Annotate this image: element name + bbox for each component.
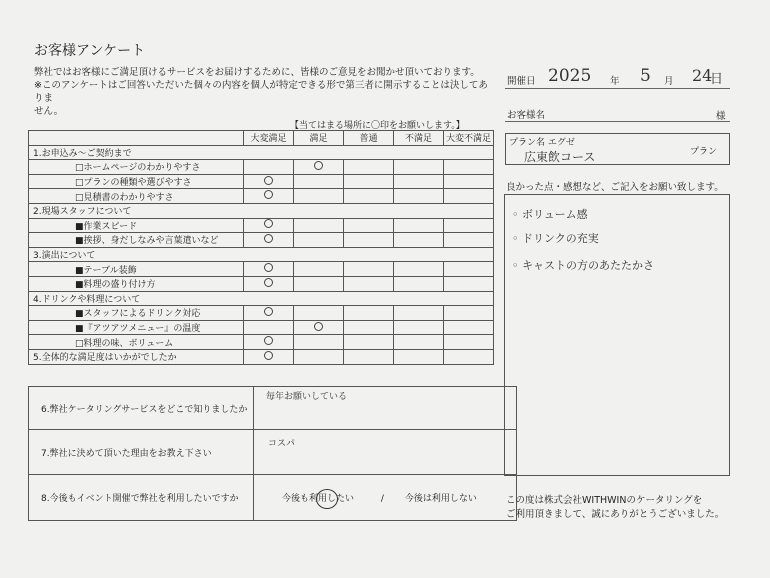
rating-cell[interactable] [444,233,494,248]
rating-cell[interactable] [244,320,294,335]
date-day[interactable]: 24 [692,66,713,85]
q6-row [29,387,517,430]
table-row [29,262,494,277]
rating-cell[interactable] [394,320,444,335]
section-header-row [29,291,494,306]
feedback-label: 良かった点・感想など、ご記入をお願い致します。 [506,182,724,193]
rating-cell[interactable] [394,349,444,364]
selected-mark [264,190,273,199]
item-label: ■『アツアツメニュー』の温度 [29,320,244,335]
section-header-row [29,247,494,262]
column-header: 普通 [344,131,394,146]
selected-mark [264,219,273,228]
feedback-line-text: ボリューム感 [522,208,588,221]
rating-cell[interactable] [244,174,294,189]
rating-cell[interactable] [244,233,294,248]
rating-cell[interactable] [294,276,344,291]
rating-cell[interactable] [294,262,344,277]
date-month[interactable]: 5 [640,66,651,86]
footer-line-2: ご利用頂きまして、誠にありがとうございました。 [506,509,725,520]
rating-cell[interactable] [344,218,394,233]
table-row [29,335,494,350]
q8-option-no[interactable]: 今後は利用しない [404,494,477,504]
item-label: ■作業スピード [29,218,244,233]
rating-cell[interactable] [294,189,344,204]
section-label: 2.現場スタッフについて [29,203,494,218]
date-year-unit: 年 [610,76,620,87]
footer-line-1: この度は株式会社WITHWINのケータリングを [506,495,703,506]
rating-cell[interactable] [444,160,494,175]
rating-cell[interactable] [344,335,394,350]
selected-mark [314,161,323,170]
rating-cell[interactable] [344,189,394,204]
table-header-row [29,131,494,146]
table-row [29,306,494,321]
rating-cell[interactable] [444,335,494,350]
feedback-line: ◦ ドリンクの充実 [512,232,599,245]
selected-mark [264,351,273,360]
rating-cell[interactable] [344,233,394,248]
rating-cell[interactable] [294,349,344,364]
q8-label: 8.今後もイベント開催で弊社を利用したいですか [29,475,254,521]
item-label: □見積書のわかりやすさ [29,189,244,204]
selected-mark [314,322,323,331]
plan-label-text: プラン名 [509,138,546,148]
plan-label [509,135,575,148]
section-header-row [29,145,494,160]
item-label: ■料理の盛り付け方 [29,276,244,291]
q6-answer[interactable]: 毎年お願いしている [254,387,517,430]
q8-options [254,475,517,521]
selected-mark [264,263,273,272]
plan-print-value: エグゼ [547,138,575,148]
rating-cell[interactable] [394,160,444,175]
selected-mark [264,336,273,345]
q7-label: 7.弊社に決めて頂いた理由をお教え下さい [29,430,254,475]
feedback-line: ◦ キャストの方のあたたかさ [512,259,654,272]
footer-text [506,494,724,522]
rating-cell[interactable] [444,218,494,233]
column-header: 大変満足 [244,131,294,146]
q8-row [29,475,517,521]
rating-cell[interactable] [244,276,294,291]
item-label: □プランの種類や選びやすさ [29,174,244,189]
customer-underline [505,121,730,122]
rating-cell[interactable] [244,262,294,277]
page-title: お客様アンケート [34,43,146,59]
rating-cell[interactable] [294,320,344,335]
rating-cell[interactable] [444,262,494,277]
item-label: ■スタッフによるドリンク対応 [29,306,244,321]
rating-cell[interactable] [294,218,344,233]
rating-cell[interactable] [344,306,394,321]
rating-cell[interactable] [394,174,444,189]
section-label: 4.ドリンクや料理について [29,291,494,306]
item-label: ■挨拶、身だしなみや言葉遣いなど [29,233,244,248]
table-row [29,189,494,204]
table-row [29,160,494,175]
rating-cell[interactable] [394,189,444,204]
selected-mark [264,176,273,185]
rating-cell[interactable] [394,335,444,350]
rating-cell[interactable] [294,160,344,175]
intro-text [34,66,489,118]
section-header-row [29,203,494,218]
item-label: □料理の味、ボリューム [29,335,244,350]
rating-cell[interactable] [244,349,294,364]
plan-value[interactable]: 広東飲コース [524,150,596,164]
feedback-line-text: キャストの方のあたたかさ [522,259,654,272]
date-year[interactable]: 2025 [548,66,592,86]
table-row [29,276,494,291]
date-label: 開催日 [507,76,536,87]
overall-label: 5.全体的な満足度はいかがでしたか [29,349,244,364]
rating-cell[interactable] [244,306,294,321]
rating-cell[interactable] [344,276,394,291]
rating-cell[interactable] [394,233,444,248]
rating-cell[interactable] [344,160,394,175]
selection-circle [316,489,338,509]
rating-cell[interactable] [444,276,494,291]
intro-line-3: せん。 [34,106,64,117]
q6-label: 6.弊社ケータリングサービスをどこで知りましたか [29,387,254,430]
q7-answer[interactable]: コスパ [254,430,517,475]
rating-cell[interactable] [444,306,494,321]
rating-cell[interactable] [294,174,344,189]
selected-mark [264,234,273,243]
overall-row [29,349,494,364]
rating-cell[interactable] [294,335,344,350]
rating-cell[interactable] [444,349,494,364]
date-underline [505,88,730,89]
item-label: □ホームページのわかりやすさ [29,160,244,175]
rating-cell[interactable] [444,189,494,204]
instruction-text: 【当てはまる場所に〇印をお願いします。】 [290,121,465,131]
rating-cell[interactable] [394,218,444,233]
rating-cell[interactable] [444,320,494,335]
rating-cell[interactable] [394,306,444,321]
table-row [29,174,494,189]
section-label: 1.お申込み～ご契約まで [29,145,494,160]
rating-cell[interactable] [444,174,494,189]
selected-mark [264,307,273,316]
question-table [28,386,517,521]
selected-mark [264,278,273,287]
table-row [29,233,494,248]
rating-cell[interactable] [244,218,294,233]
rating-cell[interactable] [394,262,444,277]
q8-option-yes[interactable]: 今後も利用したい [282,494,355,504]
rating-cell[interactable] [344,320,394,335]
intro-line-2: ※このアンケートはご回答いただいた個々の内容を個人が特定できる形で第三者に開示することは決してありま [34,80,488,104]
rating-cell[interactable] [294,306,344,321]
q8-separator: / [380,494,384,504]
feedback-line-text: ドリンクの充実 [522,232,599,245]
rating-cell[interactable] [244,189,294,204]
rating-cell[interactable] [244,335,294,350]
satisfaction-table [28,130,494,365]
rating-cell[interactable] [294,233,344,248]
date-month-unit: 月 [664,76,674,87]
feedback-line: ◦ ボリューム感 [512,208,588,221]
column-header: 大変不満足 [444,131,494,146]
column-header: 不満足 [394,131,444,146]
table-row [29,320,494,335]
q7-row [29,430,517,475]
table-row [29,218,494,233]
header-blank [29,131,244,146]
rating-cell[interactable] [244,160,294,175]
plan-suffix: プラン [690,147,718,157]
section-label: 3.演出について [29,247,494,262]
item-label: ■テーブル装飾 [29,262,244,277]
column-header: 満足 [294,131,344,146]
rating-cell[interactable] [344,349,394,364]
intro-line-1: 弊社ではお客様にご満足頂けるサービスをお届けするために、皆様のご意見をお聞かせ頂いております。 [34,67,480,78]
rating-cell[interactable] [344,262,394,277]
customer-suffix: 様 [716,111,726,122]
rating-cell[interactable] [394,276,444,291]
date-day-unit: 日 [710,72,724,87]
customer-label: お客様名 [507,110,546,121]
rating-cell[interactable] [344,174,394,189]
